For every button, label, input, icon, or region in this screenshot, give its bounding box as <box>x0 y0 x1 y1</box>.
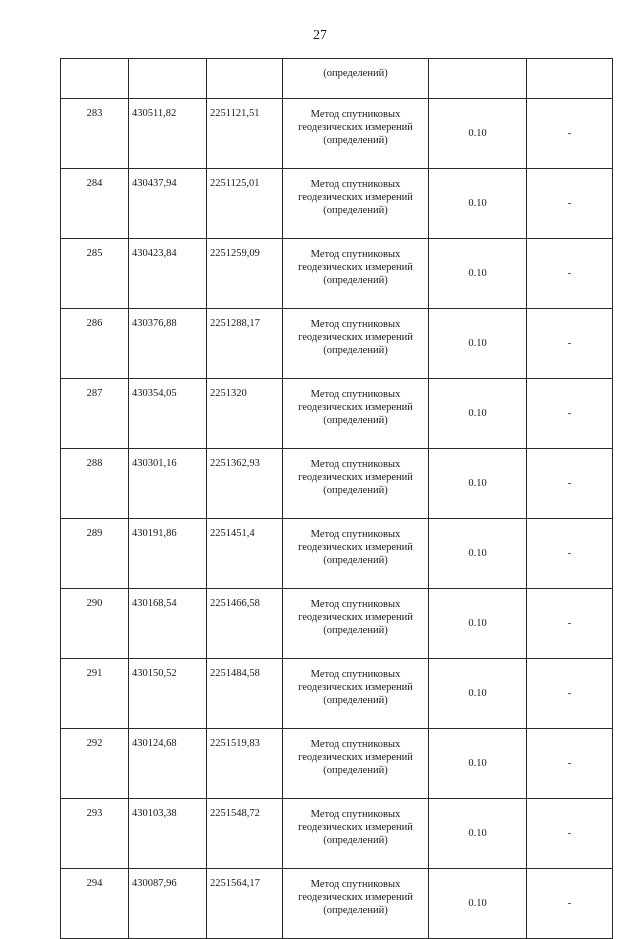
cell-accuracy: 0.10 <box>429 519 527 589</box>
cell-accuracy: 0.10 <box>429 379 527 449</box>
cell-x: 430087,96 <box>129 869 207 939</box>
method-line: (определений) <box>323 205 388 217</box>
method-line: геодезических измерений <box>298 612 413 624</box>
method-line: геодезических измерений <box>298 402 413 414</box>
cell-note: - <box>527 799 613 869</box>
cell-point-number: 283 <box>61 99 129 169</box>
method-line: Метод спутниковых <box>310 879 401 890</box>
coordinates-table <box>60 58 613 939</box>
cell-y: 2251320 <box>207 379 283 449</box>
cell-accuracy: 0.10 <box>429 589 527 659</box>
cell-point-number: 284 <box>61 169 129 239</box>
method-line: Метод спутниковых <box>310 389 401 400</box>
cell-method <box>283 379 429 449</box>
table-row <box>61 589 613 659</box>
cell-note: - <box>527 519 613 589</box>
method-line: геодезических измерений <box>298 192 413 204</box>
cell-point-number <box>61 59 129 99</box>
method-line: (определений) <box>323 765 388 777</box>
method-line: (определений) <box>323 415 388 427</box>
cell-point-number: 290 <box>61 589 129 659</box>
cell-x: 430354,05 <box>129 379 207 449</box>
method-line: (определений) <box>323 555 388 567</box>
cell-note: - <box>527 99 613 169</box>
cell-point-number: 291 <box>61 659 129 729</box>
cell-accuracy: 0.10 <box>429 449 527 519</box>
cell-method <box>283 59 429 99</box>
cell-accuracy: 0.10 <box>429 869 527 939</box>
table-row <box>61 729 613 799</box>
table-row <box>61 309 613 379</box>
cell-point-number: 285 <box>61 239 129 309</box>
cell-x: 430423,84 <box>129 239 207 309</box>
cell-method <box>283 309 429 379</box>
table-row <box>61 169 613 239</box>
method-line: геодезических измерений <box>298 892 413 904</box>
cell-accuracy: 0.10 <box>429 309 527 379</box>
method-line: геодезических измерений <box>298 122 413 134</box>
method-line: (определений) <box>323 68 388 79</box>
method-line: геодезических измерений <box>298 822 413 834</box>
method-line: (определений) <box>323 695 388 707</box>
cell-method <box>283 729 429 799</box>
cell-note: - <box>527 869 613 939</box>
cell-accuracy: 0.10 <box>429 799 527 869</box>
method-line: (определений) <box>323 345 388 357</box>
method-line: Метод спутниковых <box>310 179 401 190</box>
method-line: Метод спутниковых <box>310 319 401 330</box>
cell-note: - <box>527 379 613 449</box>
method-line: Метод спутниковых <box>310 599 401 610</box>
cell-point-number: 293 <box>61 799 129 869</box>
table-row <box>61 869 613 939</box>
method-line: Метод спутниковых <box>310 669 401 680</box>
cell-y: 2251362,93 <box>207 449 283 519</box>
cell-y: 2251259,09 <box>207 239 283 309</box>
cell-x: 430150,52 <box>129 659 207 729</box>
cell-x: 430437,94 <box>129 169 207 239</box>
method-line: Метод спутниковых <box>310 249 401 260</box>
cell-note: - <box>527 449 613 519</box>
cell-point-number: 288 <box>61 449 129 519</box>
continuation-row <box>61 59 613 99</box>
cell-method <box>283 99 429 169</box>
method-line: (определений) <box>323 625 388 637</box>
cell-method <box>283 869 429 939</box>
cell-method <box>283 239 429 309</box>
cell-y: 2251466,58 <box>207 589 283 659</box>
cell-x <box>129 59 207 99</box>
cell-y: 2251451,4 <box>207 519 283 589</box>
page-number: 27 <box>313 28 327 43</box>
cell-point-number: 287 <box>61 379 129 449</box>
cell-method <box>283 519 429 589</box>
method-line: Метод спутниковых <box>310 459 401 470</box>
method-line: (определений) <box>323 905 388 917</box>
cell-x: 430103,38 <box>129 799 207 869</box>
cell-y: 2251125,01 <box>207 169 283 239</box>
method-line: геодезических измерений <box>298 332 413 344</box>
cell-y: 2251484,58 <box>207 659 283 729</box>
method-line: геодезических измерений <box>298 752 413 764</box>
method-line: геодезических измерений <box>298 472 413 484</box>
cell-note <box>527 59 613 99</box>
cell-y: 2251288,17 <box>207 309 283 379</box>
cell-method <box>283 589 429 659</box>
cell-method <box>283 449 429 519</box>
cell-note: - <box>527 729 613 799</box>
cell-accuracy: 0.10 <box>429 239 527 309</box>
cell-x: 430168,54 <box>129 589 207 659</box>
cell-x: 430511,82 <box>129 99 207 169</box>
table-body <box>61 59 613 939</box>
method-line: геодезических измерений <box>298 542 413 554</box>
cell-y: 2251548,72 <box>207 799 283 869</box>
method-line: (определений) <box>323 835 388 847</box>
cell-method <box>283 659 429 729</box>
cell-note: - <box>527 659 613 729</box>
cell-x: 430124,68 <box>129 729 207 799</box>
method-line: Метод спутниковых <box>310 809 401 820</box>
cell-y: 2251564,17 <box>207 869 283 939</box>
cell-accuracy: 0.10 <box>429 169 527 239</box>
table-row <box>61 239 613 309</box>
cell-y: 2251121,51 <box>207 99 283 169</box>
table-row <box>61 449 613 519</box>
cell-x: 430191,86 <box>129 519 207 589</box>
table-row <box>61 379 613 449</box>
cell-accuracy: 0.10 <box>429 99 527 169</box>
method-line: Метод спутниковых <box>310 529 401 540</box>
table-row <box>61 99 613 169</box>
table-row <box>61 659 613 729</box>
cell-note: - <box>527 239 613 309</box>
cell-note: - <box>527 589 613 659</box>
cell-method <box>283 799 429 869</box>
cell-accuracy <box>429 59 527 99</box>
cell-point-number: 289 <box>61 519 129 589</box>
method-line: геодезических измерений <box>298 682 413 694</box>
table-row <box>61 799 613 869</box>
cell-point-number: 286 <box>61 309 129 379</box>
cell-note: - <box>527 309 613 379</box>
cell-x: 430301,16 <box>129 449 207 519</box>
method-line: (определений) <box>323 485 388 497</box>
cell-accuracy: 0.10 <box>429 729 527 799</box>
cell-x: 430376,88 <box>129 309 207 379</box>
cell-point-number: 292 <box>61 729 129 799</box>
method-line: (определений) <box>323 275 388 287</box>
cell-accuracy: 0.10 <box>429 659 527 729</box>
method-line: Метод спутниковых <box>310 109 401 120</box>
method-line: Метод спутниковых <box>310 739 401 750</box>
cell-y: 2251519,83 <box>207 729 283 799</box>
cell-y <box>207 59 283 99</box>
cell-point-number: 294 <box>61 869 129 939</box>
method-line: геодезических измерений <box>298 262 413 274</box>
cell-note: - <box>527 169 613 239</box>
method-line: (определений) <box>323 135 388 147</box>
table-row <box>61 519 613 589</box>
cell-method <box>283 169 429 239</box>
